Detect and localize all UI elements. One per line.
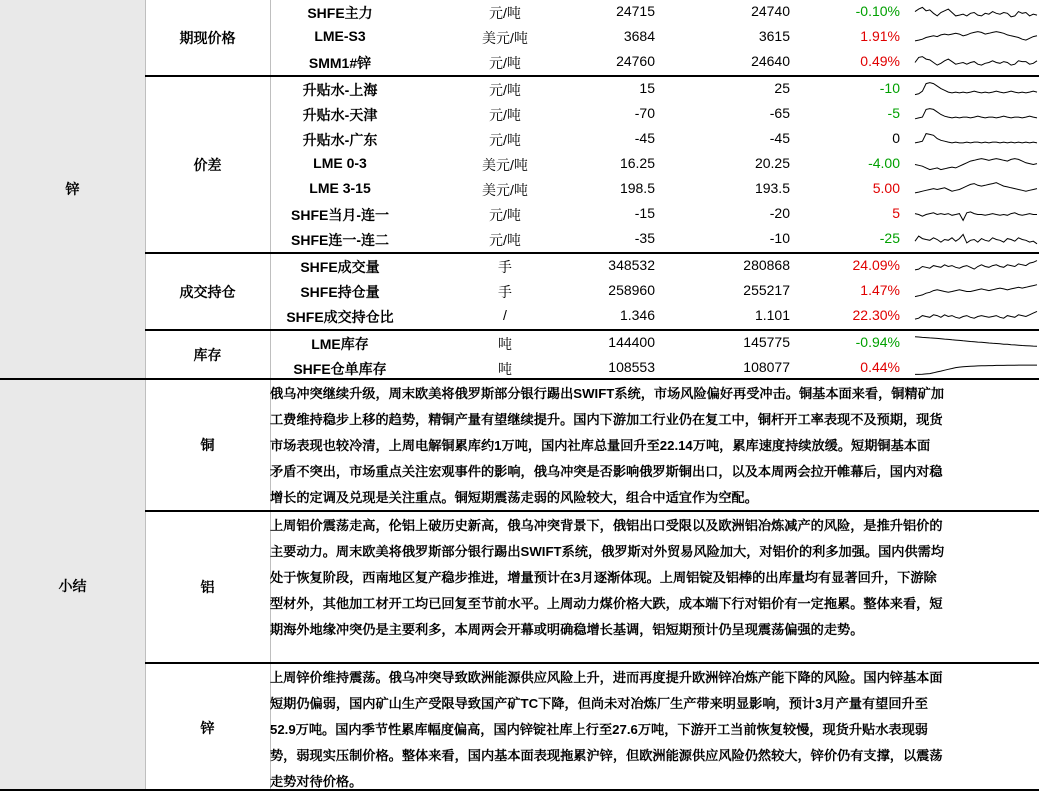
row-name: SHFE当月-连一 xyxy=(291,207,389,223)
sparkline xyxy=(913,281,1039,302)
row-previous-value: 3615 xyxy=(758,28,790,44)
row-change: -0.10% xyxy=(855,3,900,19)
summary-line: 期海外地缘冲突仍是主要利多，本周两会开幕或明确稳增长基调，铝短期预计仍呈现震荡偏强的走势。 xyxy=(270,622,864,637)
row-name: 升贴水-广东 xyxy=(302,132,378,148)
row-name: 升贴水-上海 xyxy=(302,82,378,98)
group-label-volume-oi: 成交持仓 xyxy=(179,283,236,300)
row-name: SHFE成交持仓比 xyxy=(286,309,394,325)
row-change: 0.44% xyxy=(860,359,900,375)
group-label-spread: 价差 xyxy=(193,156,222,173)
summary-line: 增长的定调及兑现是关注重点。铜短期震荡走弱的风险较大，组合中适宜作为空配。 xyxy=(270,490,758,505)
table-row xyxy=(0,152,1039,177)
row-change: -10 xyxy=(879,80,900,96)
table-row xyxy=(0,0,1039,25)
row-name: LME 3-15 xyxy=(309,180,371,196)
divider-summary-2 xyxy=(145,662,1039,664)
row-change: -4.00 xyxy=(868,155,900,171)
row-current-value: 24760 xyxy=(616,53,655,69)
row-previous-value: 25 xyxy=(774,80,790,96)
sparkline-series xyxy=(915,57,1037,66)
row-unit: 美元/吨 xyxy=(482,30,528,46)
summary-line: 处于恢复阶段，西南地区复产稳步推进，增量预计在3月逐渐体现。上周铝锭及铝棒的出库量均有显著回升，下游除 xyxy=(270,570,937,585)
sparkline-series xyxy=(915,109,1037,119)
table-row xyxy=(0,356,1039,381)
row-current-value: 16.25 xyxy=(619,155,655,171)
summary-label-zinc: 锌 xyxy=(200,719,215,736)
row-current-value: 24715 xyxy=(616,3,655,19)
row-previous-value: -65 xyxy=(769,105,790,121)
sparkline xyxy=(913,333,1039,354)
table-row xyxy=(0,227,1039,252)
table-row xyxy=(0,25,1039,50)
table-row xyxy=(0,50,1039,75)
row-unit: 吨 xyxy=(498,361,512,377)
row-current-value: -15 xyxy=(634,205,655,221)
row-current-value: 15 xyxy=(639,80,655,96)
row-current-value: 1.346 xyxy=(619,307,655,323)
row-current-value: 348532 xyxy=(608,257,655,273)
row-current-value: 198.5 xyxy=(619,180,655,196)
row-change: 22.30% xyxy=(852,307,900,323)
sparkline-series xyxy=(915,234,1037,243)
sparkline xyxy=(913,2,1039,23)
row-previous-value: 255217 xyxy=(743,282,790,298)
row-unit: 美元/吨 xyxy=(482,182,528,198)
summary-line: 市场表现也较冷清，上周电解铜累库约1万吨，国内社库总量回升至22.14万吨，累库速度持续放缓。短期铜基本面 xyxy=(270,438,931,453)
row-previous-value: -20 xyxy=(769,205,790,221)
group-label-inventory: 库存 xyxy=(193,346,222,363)
summary-line: 上周锌价维持震荡。俄乌冲突导致欧洲能源供应风险上升，进而再度提升欧洲锌冶炼产能下降的风险。国内锌基本面 xyxy=(270,670,943,685)
row-previous-value: 108077 xyxy=(743,359,790,375)
summary-text xyxy=(270,381,1038,511)
summary-line: 俄乌冲突继续升级，周末欧美将俄罗斯部分银行踢出SWIFT系统，市场风险偏好再受冲击。铜基本面来看，铜精矿加 xyxy=(270,386,945,401)
table-row xyxy=(0,202,1039,227)
summary-line: 型材外，其他加工材开工均已回复至节前水平。上周动力煤价格大跌，成本端下行对铝价有一定拖累。整体来看，短 xyxy=(270,596,943,611)
row-name: LME 0-3 xyxy=(313,155,367,171)
row-unit: 元/吨 xyxy=(489,82,521,98)
row-current-value: -45 xyxy=(634,130,655,146)
row-name: SHFE连一-连二 xyxy=(291,232,389,248)
row-name: 升贴水-天津 xyxy=(302,107,378,123)
sparkline xyxy=(913,27,1039,48)
sparkline-series xyxy=(915,134,1037,143)
row-unit: 手 xyxy=(498,259,512,275)
row-unit: 元/吨 xyxy=(489,207,521,223)
row-unit: 元/吨 xyxy=(489,5,521,21)
row-unit: 吨 xyxy=(498,336,512,352)
summary-line: 52.9万吨。国内季节性累库幅度偏高，国内锌锭社库上行至27.6万吨，下游开工当前恢复较慢，现货升贴水表现弱 xyxy=(270,722,928,737)
summary-label-copper: 铜 xyxy=(200,437,215,453)
summary-section-label: 小结 xyxy=(58,577,87,594)
summary-line: 走势对待价格。 xyxy=(270,774,363,789)
row-previous-value: 24740 xyxy=(751,3,790,19)
sparkline xyxy=(913,229,1039,250)
sparkline xyxy=(913,52,1039,73)
sparkline xyxy=(913,256,1039,277)
row-change: 1.91% xyxy=(860,28,900,44)
table-row xyxy=(0,127,1039,152)
table-row xyxy=(0,102,1039,127)
row-change: -25 xyxy=(879,230,900,246)
row-name: SMM1#锌 xyxy=(308,55,372,71)
summary-line: 短期仍偏弱，国内矿山生产受限导致国产矿TC下降，但尚未对冶炼厂生产带来明显影响，预计3月产量有望回升至 xyxy=(270,696,928,711)
row-change: 5 xyxy=(892,205,900,221)
row-name: SHFE仓单库存 xyxy=(293,361,387,377)
sparkline-series xyxy=(915,212,1037,221)
row-unit: 元/吨 xyxy=(489,132,521,148)
sparkline-series xyxy=(915,83,1037,95)
row-previous-value: -45 xyxy=(769,130,790,146)
row-previous-value: 20.25 xyxy=(754,155,790,171)
row-name: LME库存 xyxy=(311,336,369,352)
row-name: SHFE成交量 xyxy=(300,259,380,275)
summary-line: 矛盾不突出，市场重点关注宏观事件的影响，俄乌冲突是否影响俄罗斯铜出口，以及本周两会拉开帷幕后，国内对稳 xyxy=(270,464,943,479)
sparkline-series xyxy=(915,159,1037,170)
table-row xyxy=(0,177,1039,202)
sparkline xyxy=(913,129,1039,150)
row-name: SHFE持仓量 xyxy=(300,284,380,300)
row-unit: 元/吨 xyxy=(489,107,521,123)
row-change: 24.09% xyxy=(852,257,900,273)
sparkline xyxy=(913,104,1039,125)
summary-text xyxy=(270,665,1038,795)
row-name: LME-S3 xyxy=(314,28,366,44)
table-row xyxy=(0,304,1039,329)
row-previous-value: 280868 xyxy=(743,257,790,273)
row-current-value: 258960 xyxy=(608,282,655,298)
sparkline-series xyxy=(915,7,1037,16)
table-row xyxy=(0,254,1039,279)
row-change: 1.47% xyxy=(860,282,900,298)
row-change: -5 xyxy=(887,105,900,121)
row-current-value: 3684 xyxy=(623,28,655,44)
summary-line: 势，弱现实压制价格。整体来看，国内基本面表现拖累沪锌，但欧洲能源供应风险仍然较大，锌价仍有支撑，以震荡 xyxy=(270,748,943,763)
summary-line: 工费维持稳步上移的趋势，精铜产量有望继续提升。国内下游加工行业仍在复工中，铜杆开工率表现不及预期，现货 xyxy=(270,412,943,427)
sparkline xyxy=(913,154,1039,175)
row-unit: 手 xyxy=(498,284,512,300)
summary-line: 主要动力。周末欧美将俄罗斯部分银行踢出SWIFT系统，俄罗斯对外贸易风险加大，对铝价的利多加强。国内供需均 xyxy=(270,544,945,559)
table-row xyxy=(0,77,1039,102)
sparkline-series xyxy=(915,311,1037,319)
table-row xyxy=(0,331,1039,356)
sparkline-series xyxy=(915,32,1037,41)
row-previous-value: 193.5 xyxy=(754,180,790,196)
row-change: -0.94% xyxy=(855,334,900,350)
zinc-section-label: 锌 xyxy=(65,181,80,197)
row-name: SHFE主力 xyxy=(307,5,373,21)
summary-label-aluminum: 铝 xyxy=(200,579,215,595)
row-unit: / xyxy=(503,307,507,323)
group-label-spot-price: 期现价格 xyxy=(179,29,236,46)
row-previous-value: 24640 xyxy=(751,53,790,69)
row-current-value: 144400 xyxy=(608,334,655,350)
sparkline-series xyxy=(915,365,1037,374)
summary-line: 上周铝价震荡走高，伦铝上破历史新高，俄乌冲突背景下，俄铝出口受限以及欧洲铝冶炼减产的风险，是推升铝价的 xyxy=(270,518,943,533)
sparkline-series xyxy=(915,337,1037,347)
sparkline xyxy=(913,79,1039,100)
row-current-value: -35 xyxy=(634,230,655,246)
row-change: 0 xyxy=(892,130,900,146)
row-previous-value: 145775 xyxy=(743,334,790,350)
row-unit: 元/吨 xyxy=(489,55,521,71)
row-current-value: -70 xyxy=(634,105,655,121)
row-change: 0.49% xyxy=(860,53,900,69)
row-unit: 美元/吨 xyxy=(482,157,528,173)
row-change: 5.00 xyxy=(872,180,900,196)
sparkline-series xyxy=(915,285,1037,297)
sparkline-series xyxy=(915,261,1037,270)
sparkline-series xyxy=(915,183,1037,193)
row-current-value: 108553 xyxy=(608,359,655,375)
table-row xyxy=(0,279,1039,304)
sparkline xyxy=(913,306,1039,327)
sparkline xyxy=(913,358,1039,379)
sparkline xyxy=(913,204,1039,225)
sparkline xyxy=(913,179,1039,200)
row-unit: 元/吨 xyxy=(489,232,521,248)
summary-text xyxy=(270,513,1038,643)
row-previous-value: 1.101 xyxy=(754,307,790,323)
row-previous-value: -10 xyxy=(769,230,790,246)
